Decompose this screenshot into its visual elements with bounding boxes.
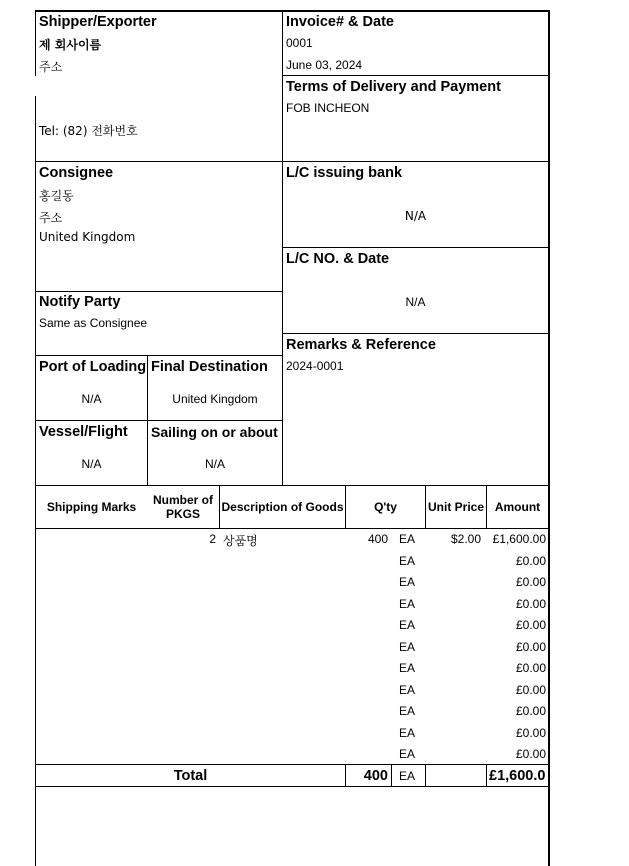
row-amount: £0.00 xyxy=(515,553,546,568)
notify-value: Same as Consignee xyxy=(39,316,148,330)
total-amount: £1,600.0 xyxy=(489,768,546,784)
col-header-description: Description of Goods xyxy=(221,500,344,514)
row-unit: EA xyxy=(399,553,416,568)
lc-no-value: N/A xyxy=(405,295,426,309)
row-amount: £0.00 xyxy=(515,747,546,761)
remarks-value: 2024-0001 xyxy=(286,359,344,373)
row-unit: EA xyxy=(399,639,416,654)
row-amount: £0.00 xyxy=(515,725,546,740)
row-amount: £0.00 xyxy=(515,682,546,697)
invoice-date: June 03, 2024 xyxy=(286,58,363,72)
row-amount: £0.00 xyxy=(515,704,546,718)
row-unit-price: $2.00 xyxy=(450,532,481,546)
invoice-number: 0001 xyxy=(286,36,313,50)
col-header-amount: Amount xyxy=(494,500,541,514)
row-amount: £0.00 xyxy=(515,575,546,589)
port-loading-value: N/A xyxy=(81,392,102,406)
row-qty: 400 xyxy=(367,532,388,546)
row-unit: EA xyxy=(399,725,416,740)
row-unit: EA xyxy=(399,682,416,697)
row-unit: EA xyxy=(399,661,416,675)
row-pkgs: 2 xyxy=(209,532,216,546)
col-header-shipping-marks: Shipping Marks xyxy=(46,500,137,514)
row-unit: EA xyxy=(399,575,416,589)
col-header-qty: Q'ty xyxy=(374,500,397,514)
lc-bank-heading: L/C issuing bank xyxy=(286,165,403,181)
final-destination-heading: Final Destination xyxy=(151,359,268,375)
consignee-country: United Kingdom xyxy=(39,230,136,244)
remarks-heading: Remarks & Reference xyxy=(286,337,436,353)
terms-value: FOB INCHEON xyxy=(286,101,370,115)
row-amount: £0.00 xyxy=(515,596,546,611)
sailing-value: N/A xyxy=(204,457,225,471)
consignee-address: 주소 xyxy=(39,211,63,225)
terms-heading: Terms of Delivery and Payment xyxy=(286,79,501,95)
invoice-heading: Invoice# & Date xyxy=(286,14,394,30)
vessel-heading: Vessel/Flight xyxy=(39,424,128,440)
row-amount: £0.00 xyxy=(515,661,546,675)
total-label: Total xyxy=(173,768,208,784)
lc-bank-value: N/A xyxy=(404,209,427,223)
consignee-name: 홍길동 xyxy=(39,189,74,203)
row-unit: EA xyxy=(399,704,416,718)
row-amount: £0.00 xyxy=(515,618,546,632)
row-unit: EA xyxy=(399,596,416,611)
sailing-heading: Sailing on or about xyxy=(151,424,278,440)
consignee-heading: Consignee xyxy=(39,165,114,181)
port-loading-heading: Port of Loading xyxy=(39,359,147,375)
lc-no-heading: L/C NO. & Date xyxy=(286,251,390,267)
notify-heading: Notify Party xyxy=(39,294,121,310)
shipper-company: 제 회사이름 xyxy=(39,38,102,52)
row-description: 상품명 xyxy=(223,534,258,548)
total-unit: EA xyxy=(399,769,416,783)
row-amount: £0.00 xyxy=(515,639,546,654)
row-unit: EA xyxy=(399,747,416,761)
vessel-value: N/A xyxy=(81,457,102,471)
shipper-address: 주소 xyxy=(39,60,63,74)
shipper-heading: Shipper/Exporter xyxy=(39,14,157,30)
col-header-pkgs: Number of PKGS xyxy=(153,493,213,521)
final-destination-value: United Kingdom xyxy=(172,392,258,406)
row-unit: EA xyxy=(399,532,416,546)
shipper-tel: Tel: (82) 전화번호 xyxy=(39,124,138,138)
row-amount: £1,600.00 xyxy=(492,532,546,546)
col-header-unit-price: Unit Price xyxy=(427,500,484,514)
row-unit: EA xyxy=(399,618,416,632)
total-qty: 400 xyxy=(363,768,388,784)
